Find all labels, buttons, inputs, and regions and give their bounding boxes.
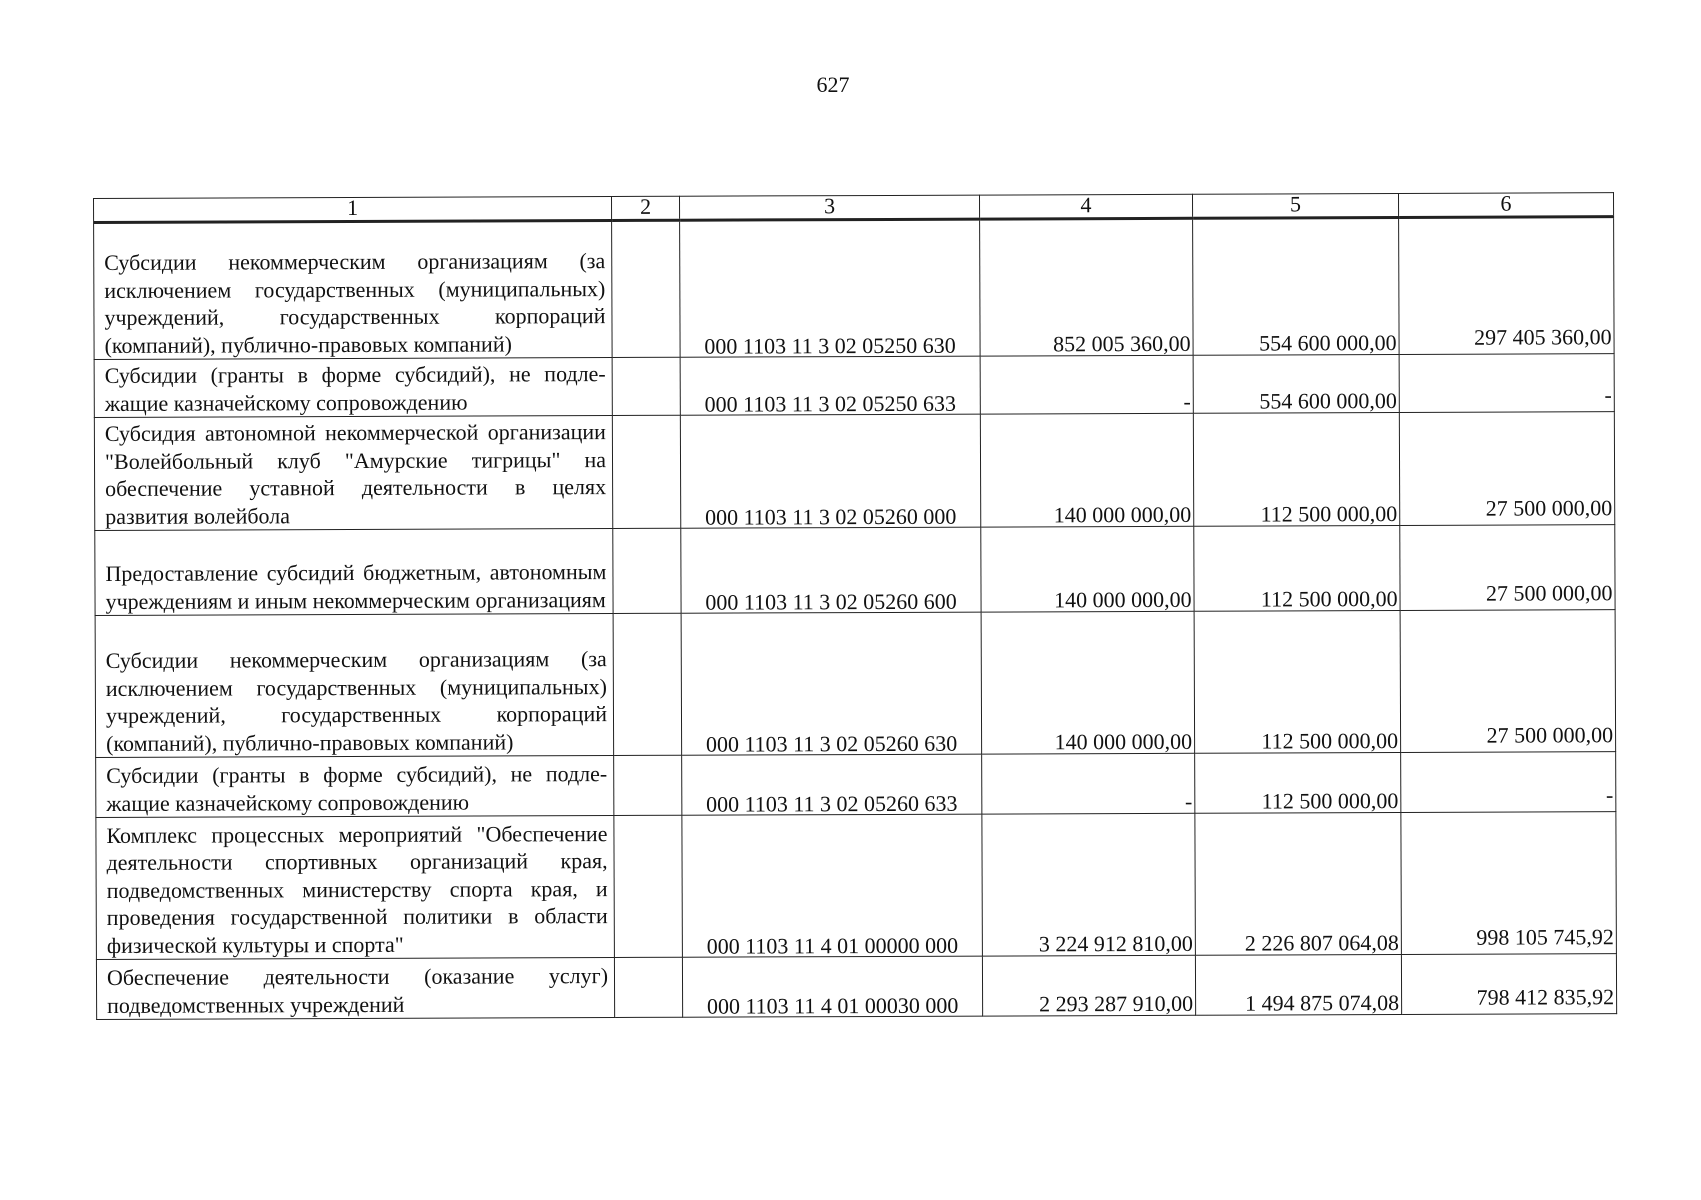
table-row bbox=[96, 752, 1616, 818]
column-header-4: 4 bbox=[979, 194, 1192, 219]
row-col6-value: - bbox=[1605, 781, 1614, 807]
row-code: 000 1103 11 3 02 05260 630 bbox=[681, 615, 982, 758]
row-name: Предоставление субсидий бюджетным, автономным учреждениям и иным некоммерческим организациям bbox=[95, 529, 613, 616]
row-code: 000 1103 11 3 02 05260 600 bbox=[681, 530, 981, 616]
row-col6-value: 27 500 000,00 bbox=[1486, 721, 1614, 748]
column-header-1: 1 bbox=[94, 197, 612, 223]
row-col4-value: 140 000 000,00 bbox=[1054, 728, 1193, 754]
page-number: 627 bbox=[816, 72, 850, 97]
row-col4-value: 3 224 912 810,00 bbox=[1038, 930, 1193, 956]
table-body bbox=[94, 217, 1617, 1020]
row-name: Обеспечение деятельности (оказание услуг) подведомственных учреждений bbox=[96, 958, 614, 1020]
row-col5 bbox=[1193, 412, 1399, 526]
row-col5 bbox=[1195, 812, 1402, 955]
row-col5 bbox=[1195, 752, 1401, 813]
row-col5-value: 112 500 000,00 bbox=[1261, 787, 1399, 814]
row-code: 000 1103 11 4 01 00030 000 bbox=[682, 959, 982, 1020]
row-col2 bbox=[614, 755, 682, 815]
row-col2 bbox=[613, 613, 682, 755]
table-row bbox=[95, 610, 1616, 758]
row-col4-value: 2 293 287 910,00 bbox=[1039, 990, 1194, 1016]
column-header-2: 2 bbox=[611, 196, 679, 220]
row-code: 000 1103 11 3 02 05250 633 bbox=[680, 359, 980, 418]
row-col5-value: 112 500 000,00 bbox=[1260, 500, 1398, 527]
row-col5-value: 1 494 875 074,08 bbox=[1245, 989, 1400, 1016]
row-col4 bbox=[982, 955, 1195, 1016]
row-name: Комплекс процессных мероприятий "Обеспечение деятельности спортивных организаций края, подведомственных министерству спорта края, и проведения государственной политики в области физической культуры и спорта" bbox=[96, 816, 615, 960]
column-header-6: 6 bbox=[1398, 193, 1613, 218]
row-col5-value: 112 500 000,00 bbox=[1261, 727, 1399, 754]
row-col6 bbox=[1400, 525, 1615, 611]
table-row bbox=[94, 354, 1614, 418]
row-col5-value: 554 600 000,00 bbox=[1259, 387, 1397, 414]
row-col6-value: 27 500 000,00 bbox=[1485, 494, 1613, 521]
row-col6 bbox=[1401, 954, 1616, 1015]
row-name: Субсидия автономной некоммерческой организации "Волейбольный клуб "Амурские тигрицы" на обеспечение уставной деятельности в целях развития волейбола bbox=[94, 416, 612, 531]
row-col6 bbox=[1399, 354, 1614, 413]
row-col6-value: 798 412 835,92 bbox=[1476, 983, 1615, 1010]
row-col4-value: 140 000 000,00 bbox=[1053, 501, 1192, 527]
row-col5-value: 554 600 000,00 bbox=[1259, 329, 1397, 356]
row-col2 bbox=[612, 220, 681, 357]
table-row bbox=[94, 217, 1615, 360]
row-name: Субсидии (гранты в форме субсидий), не подлежащие казначейскому сопровождению bbox=[94, 358, 612, 418]
row-col6-value: 297 405 360,00 bbox=[1473, 323, 1612, 350]
row-col4 bbox=[982, 753, 1195, 814]
row-col4-value: - bbox=[1183, 388, 1191, 414]
row-col2 bbox=[612, 415, 680, 528]
column-header-5: 5 bbox=[1192, 193, 1398, 218]
row-col2 bbox=[613, 528, 681, 613]
row-col6-value: 998 105 745,92 bbox=[1476, 923, 1614, 950]
row-col4-value: - bbox=[1184, 788, 1193, 814]
row-col4 bbox=[982, 813, 1196, 956]
table-row bbox=[96, 812, 1617, 960]
row-col6 bbox=[1401, 752, 1616, 813]
row-name: Субсидии (гранты в форме субсидий), не подлежащие казначейскому сопровождению bbox=[96, 756, 614, 818]
row-code: 000 1103 11 4 01 00000 000 bbox=[682, 817, 983, 960]
row-col4 bbox=[980, 413, 1193, 527]
row-col6 bbox=[1400, 610, 1616, 753]
row-col6 bbox=[1401, 812, 1617, 955]
table-row bbox=[96, 954, 1616, 1020]
row-col5 bbox=[1194, 525, 1400, 611]
row-col4 bbox=[980, 355, 1193, 414]
row-col4 bbox=[980, 218, 1194, 356]
row-col5 bbox=[1193, 217, 1400, 355]
row-col5 bbox=[1194, 610, 1401, 753]
row-col4 bbox=[981, 526, 1194, 612]
row-col5-value: 112 500 000,00 bbox=[1260, 585, 1398, 612]
row-col6-value: 27 500 000,00 bbox=[1485, 579, 1613, 606]
row-col4 bbox=[981, 611, 1195, 754]
column-header-3: 3 bbox=[679, 195, 979, 220]
row-code: 000 1103 11 3 02 05260 633 bbox=[682, 757, 982, 818]
row-col2 bbox=[614, 957, 682, 1017]
budget-table bbox=[93, 192, 1617, 1020]
row-col6 bbox=[1399, 412, 1614, 526]
row-name: Субсидии некоммерческим организациям (за исключением государственных (муниципальных) учреждений, государственных корпораций (компаний), публично-правовых компаний) bbox=[95, 614, 614, 758]
row-col6-value: - bbox=[1604, 381, 1612, 407]
row-col5 bbox=[1193, 354, 1399, 413]
row-code: 000 1103 11 3 02 05260 000 bbox=[680, 417, 980, 531]
row-col4-value: 852 005 360,00 bbox=[1053, 330, 1191, 356]
row-col5 bbox=[1195, 954, 1401, 1015]
row-name: Субсидии некоммерческим организациям (за исключением государственных (муниципальных) учреждений, государственных корпораций (компаний), публично-правовых компаний) bbox=[94, 221, 613, 360]
row-code: 000 1103 11 3 02 05250 630 bbox=[680, 222, 981, 360]
table-row bbox=[94, 412, 1614, 531]
row-col4-value: 140 000 000,00 bbox=[1054, 586, 1192, 612]
row-col6 bbox=[1399, 217, 1615, 355]
row-col2 bbox=[614, 815, 683, 957]
table-row bbox=[95, 525, 1615, 616]
row-col5-value: 2 226 807 064,08 bbox=[1244, 929, 1399, 956]
row-col2 bbox=[612, 357, 680, 415]
